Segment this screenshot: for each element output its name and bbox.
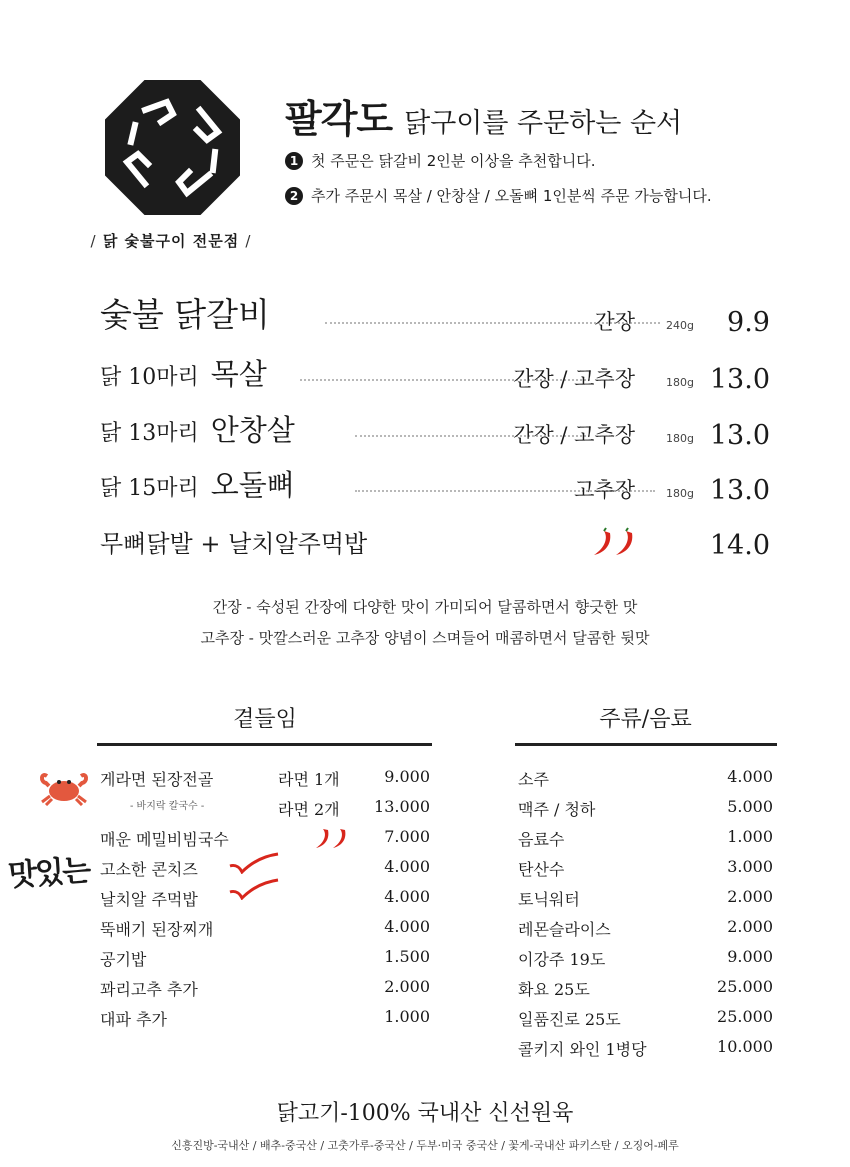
drinks-title: 주류/음료	[599, 707, 692, 732]
brand-name: 팔각도	[285, 97, 393, 141]
sides-title: 곁들임	[233, 707, 297, 732]
footer-origin-list: 신흥진방-국내산 / 배추-중국산 / 고춧가루-중국산 / 두부·미국 중국산 / 꽃게-국내산 파키스탄 / 오징어-페루	[171, 1139, 679, 1152]
sides-divider	[97, 743, 432, 746]
drink-item: 음료수 1.000	[518, 827, 773, 849]
menu-row-dakgalbi	[100, 295, 775, 340]
side-item: 뚝배기 된장찌개 4.000	[100, 917, 430, 939]
menu-item-name: 숯불 닭갈비	[100, 295, 270, 334]
drink-item: 맥주 / 청하 5.000	[518, 797, 773, 819]
masinneun-calligraphy: 맛있는	[7, 853, 91, 894]
weight-label: 180g	[666, 376, 694, 389]
side-item-note: - 바지락 칼국수 -	[130, 801, 205, 812]
drink-item: 탄산수 3.000	[518, 857, 773, 879]
red-check-mark-icon	[228, 878, 280, 900]
menu-item-name: 닭 13마리 안창살	[100, 413, 295, 447]
menu-row-moksal	[100, 357, 775, 397]
side-item: 꽈리고추 추가 2.000	[100, 977, 430, 999]
drinks-divider	[515, 743, 777, 746]
side-item: 매운 메밀비빔국수 7.000	[100, 827, 430, 849]
drink-item: 토닉워터 2.000	[518, 887, 773, 909]
brand-subtitle: 닭구이를 주문하는 순서	[404, 108, 683, 139]
menu-item-name: 닭 15마리 오돌뼈	[100, 468, 295, 502]
weight-label: 240g	[666, 319, 694, 332]
number-badge: 2	[285, 187, 303, 205]
menu-price: 13.0	[709, 364, 770, 395]
weight-label: 180g	[666, 432, 694, 445]
side-item: 게라면 된장전골 라면 1개 9.000	[100, 767, 430, 789]
side-item: 공기밥 1.500	[100, 947, 430, 969]
footer-origin-title: 닭고기-100% 국내산 신선원육	[276, 1101, 574, 1126]
drink-item: 콜키지 와인 1병당 10.000	[518, 1037, 773, 1059]
side-item: 날치알 주먹밥 4.000	[100, 882, 430, 912]
order-note-2: 2 추가 주문시 목살 / 안창살 / 오돌뼈 1인분씩 주문 가능합니다.	[285, 185, 712, 206]
drink-item: 화요 25도 25.000	[518, 977, 773, 999]
menu-row-odolppyeo	[100, 468, 775, 508]
drink-item: 레몬슬라이스 2.000	[518, 917, 773, 939]
crab-icon	[38, 768, 90, 806]
side-item: 고소한 콘치즈 4.000	[100, 852, 430, 882]
side-item: 대파 추가 1.000	[100, 1007, 430, 1029]
chili-pepper-icon	[590, 527, 636, 559]
tagline: / 닭 숯불구이 전문점 /	[90, 232, 252, 250]
menu-row-dakbal	[100, 523, 775, 563]
order-note-1: 1 첫 주문은 닭갈비 2인분 이상을 추천합니다.	[285, 150, 595, 171]
drink-item: 이강주 19도 9.000	[518, 947, 773, 969]
weight-label: 180g	[666, 487, 694, 500]
brand-title	[285, 88, 682, 143]
menu-item-name: 무뼈닭발 + 날치알주먹밥	[100, 530, 368, 558]
menu-item-name: 닭 10마리 목살	[100, 357, 267, 391]
menu-price: 13.0	[709, 420, 770, 451]
sauce-description-gochujang: 고추장 - 맛깔스러운 고추장 양념이 스며들어 매콤하면서 달콤한 뒷맛	[200, 629, 650, 647]
sauce-label: 간장 / 고추장	[513, 367, 635, 391]
number-badge: 1	[285, 152, 303, 170]
side-item: 라면 2개 13.000	[278, 797, 430, 819]
drink-item: 일품진로 25도 25.000	[518, 1007, 773, 1029]
sauce-description-ganjang: 간장 - 숙성된 간장에 다양한 맛이 가미되어 달콤하면서 향긋한 맛	[212, 598, 638, 616]
chili-pepper-icon	[313, 826, 349, 850]
sauce-label: 간장 / 고추장	[513, 423, 635, 447]
sauce-label: 간장	[594, 310, 635, 334]
menu-price: 14.0	[709, 530, 770, 561]
menu-price: 9.9	[727, 307, 770, 338]
sauce-label: 고추장	[574, 478, 635, 502]
menu-row-anchangsal	[100, 413, 775, 453]
drink-item: 소주 4.000	[518, 767, 773, 789]
red-check-mark-icon	[228, 852, 280, 874]
palgakdo-logo	[105, 80, 240, 215]
menu-price: 13.0	[709, 475, 770, 506]
